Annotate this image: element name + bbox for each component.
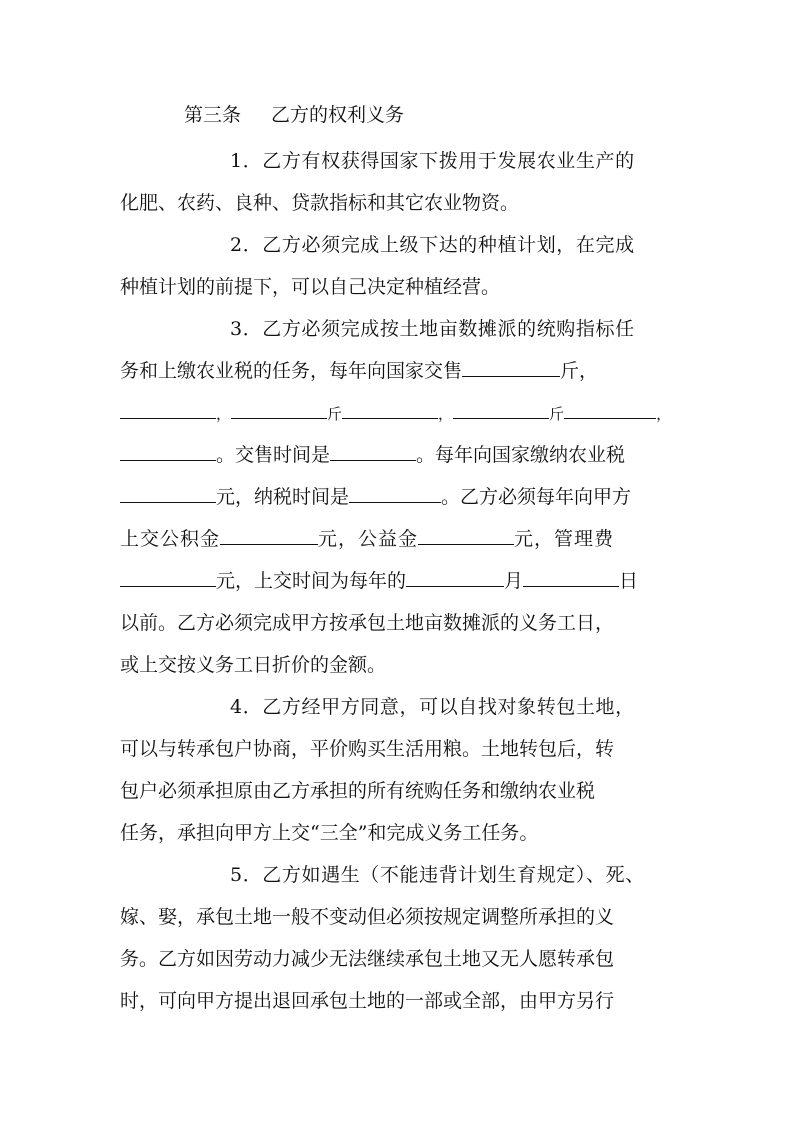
- paragraph-line: 嫁、娶，承包土地一般不变动但必须按规定调整所承担的义: [120, 906, 615, 928]
- paragraph-line: 化肥、农药、良种、贷款指标和其它农业物资。: [120, 192, 520, 214]
- fill-blank: [349, 482, 441, 503]
- paragraph-line: 种植计划的前提下，可以自己决定种植经营。: [120, 276, 501, 298]
- paragraph-line: 5．乙方如遇生（不能违背计划生育规定）、死、: [230, 864, 645, 886]
- fill-blank: [330, 440, 416, 461]
- paragraph-line: 3．乙方必须完成按土地亩数摊派的统购指标任: [230, 318, 635, 340]
- paragraph-line: 2．乙方必须完成上级下达的种植计划，在完成: [230, 234, 635, 256]
- paragraph-line: 上交公积金 元，公益金 元，管理费: [120, 524, 672, 554]
- article-number: 第三条: [184, 104, 242, 126]
- fill-blank: [523, 566, 619, 587]
- fill-blank: [231, 398, 327, 419]
- fill-blank: [120, 566, 216, 587]
- paragraph-line: 1．乙方有权获得国家下拨用于发展农业生产的: [230, 150, 635, 172]
- fill-blank: [462, 356, 560, 377]
- fill-blank: [120, 482, 216, 503]
- fill-blank: [120, 440, 216, 461]
- fill-blank: [120, 398, 216, 419]
- article-title: 乙方的权利义务: [271, 104, 405, 126]
- fill-blank: [220, 524, 318, 545]
- fill-blank: [418, 524, 514, 545]
- fill-blank: [342, 398, 438, 419]
- paragraph-line: 可以与转承包户协商，平价购买生活用粮。土地转包后，转: [120, 738, 615, 760]
- paragraph-line: 。交售时间是 。每年向国家缴纳农业税: [120, 440, 672, 470]
- fill-blank: [406, 566, 504, 587]
- fill-blank: [564, 398, 656, 419]
- paragraph-line: 包户必须承担原由乙方承担的所有统购任务和缴纳农业税: [120, 780, 596, 802]
- article-heading: [184, 100, 404, 130]
- paragraph-line: 务。乙方如因劳动力减少无法继续承包土地又无人愿转承包: [120, 948, 615, 970]
- paragraph-line: ， 斤 ， 斤 ，: [120, 398, 672, 428]
- paragraph-line: 时，可向甲方提出退回承包土地的一部或全部，由甲方另行: [120, 990, 615, 1012]
- paragraph-line: 任务，承担向甲方上交“三全”和完成义务工任务。: [120, 822, 539, 844]
- paragraph-line: 元，纳税时间是 。乙方必须每年向甲方: [120, 482, 672, 512]
- paragraph-line: 务和上缴农业税的任务，每年向国家交售 斤，: [120, 356, 672, 386]
- paragraph-line: 以前。乙方必须完成甲方按承包土地亩数摊派的义务工日，: [120, 612, 615, 634]
- paragraph-line: 或上交按义务工日折价的金额。: [120, 654, 387, 676]
- paragraph-line: 元，上交时间为每年的 月 日: [120, 566, 672, 596]
- paragraph-line: 4．乙方经甲方同意，可以自找对象转包土地，: [230, 696, 635, 718]
- fill-blank: [453, 398, 549, 419]
